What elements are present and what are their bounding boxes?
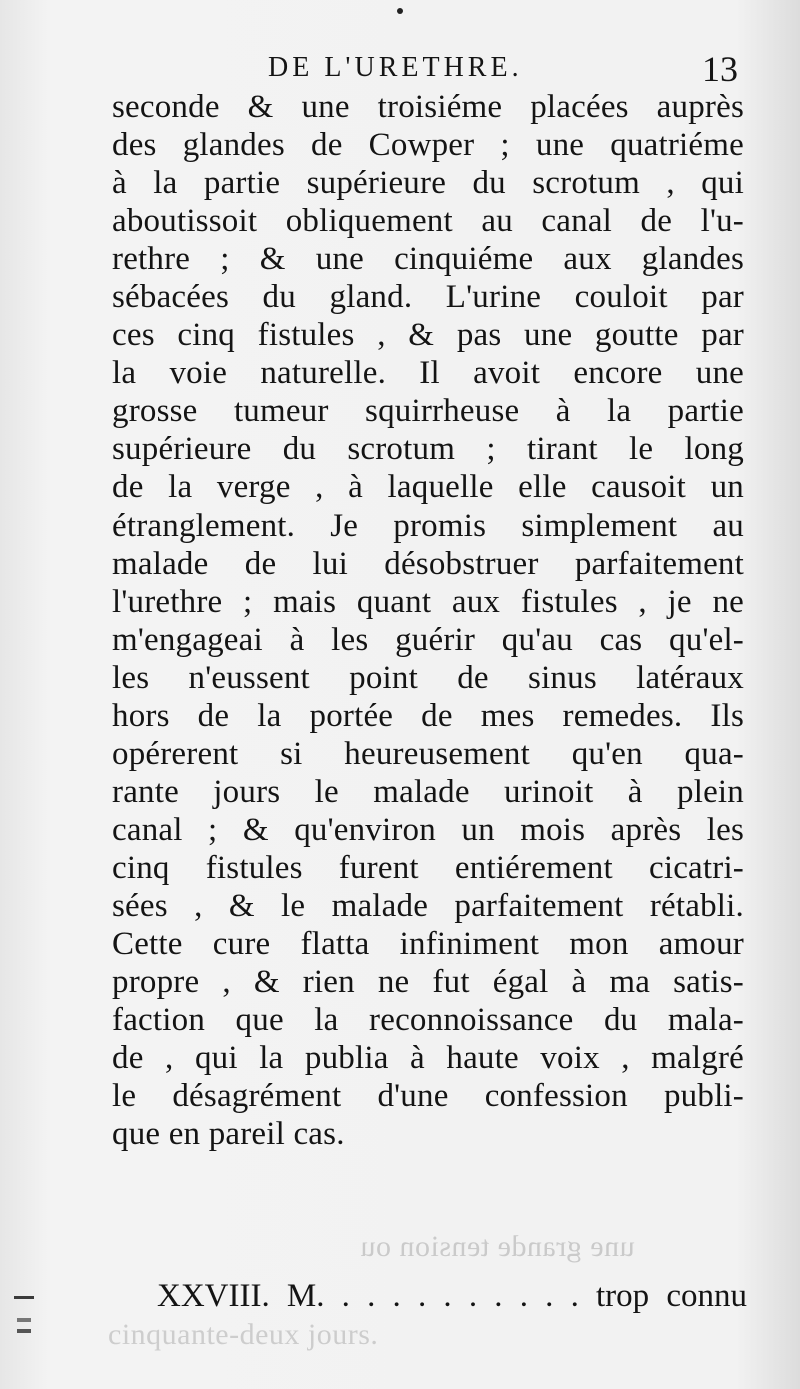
ink-dot [397, 8, 403, 14]
text-line: sées , & le malade parfaitement rétabli. [112, 887, 744, 924]
margin-mark [17, 1318, 31, 1322]
text-line: propre , & rien ne fut égal à ma satis- [112, 964, 744, 1001]
text-line: sébacées du gland. L'urine couloit par [112, 279, 744, 316]
text-line: de la verge , à laquelle elle causoit un [112, 469, 744, 506]
text-line: m'engageai à les guérir qu'au cas qu'el- [112, 621, 744, 658]
text-line: hors de la portée de mes remedes. Ils [112, 697, 744, 734]
bleed-through-text: cinquante-deux jours. [108, 1318, 379, 1351]
text-line: l'urethre ; mais quant aux fistules , je ne [112, 583, 744, 620]
text-line: à la partie supérieure du scrotum , qui [112, 165, 744, 202]
text-line: Cette cure flatta infiniment mon amour [112, 926, 744, 963]
text-line: opérerent si heureusement qu'en qua- [112, 735, 744, 772]
text-line: cinq fistules furent entiérement cicatri- [112, 849, 744, 886]
text-line: faction que la reconnoissance du mala- [112, 1002, 744, 1039]
margin-mark [14, 1296, 34, 1299]
page-number: 13 [702, 49, 738, 89]
text-line: rethre ; & une cinquiéme aux glandes [112, 241, 744, 278]
text-line: ces cinq fistules , & pas une goutte par [112, 317, 744, 354]
text-line: canal ; & qu'environ un mois après les [112, 811, 744, 848]
text-line: les n'eussent point de sinus latéraux [112, 659, 744, 696]
margin-mark [17, 1329, 31, 1333]
running-head: DE L'URETHRE. [268, 52, 523, 83]
text-line: que en pareil cas. [112, 1116, 345, 1153]
text-line: supérieure du scrotum ; tirant le long [112, 431, 744, 468]
text-line: des glandes de Cowper ; une quatriéme [112, 127, 744, 164]
text-line: malade de lui désobstruer parfaitement [112, 545, 744, 582]
text-line: rante jours le malade urinoit à plein [112, 773, 744, 810]
text-line: seconde & une troisiéme placées auprès [112, 89, 744, 125]
next-entry-heading: XXVIII. M. . . . . . . . . . . trop connu [157, 1278, 747, 1314]
body-text [112, 88, 744, 1153]
text-line: la voie naturelle. Il avoit encore une [112, 355, 744, 392]
text-line: grosse tumeur squirrheuse à la partie [112, 393, 744, 430]
text-line: de , qui la publia à haute voix , malgré [112, 1040, 744, 1077]
text-line: le désagrément d'une confession publi- [112, 1078, 744, 1115]
text-line: aboutissoit obliquement au canal de l'u- [112, 203, 744, 240]
text-line: étranglement. Je promis simplement au [112, 507, 744, 544]
bleed-through-text: une grande tension ou [360, 1230, 635, 1263]
